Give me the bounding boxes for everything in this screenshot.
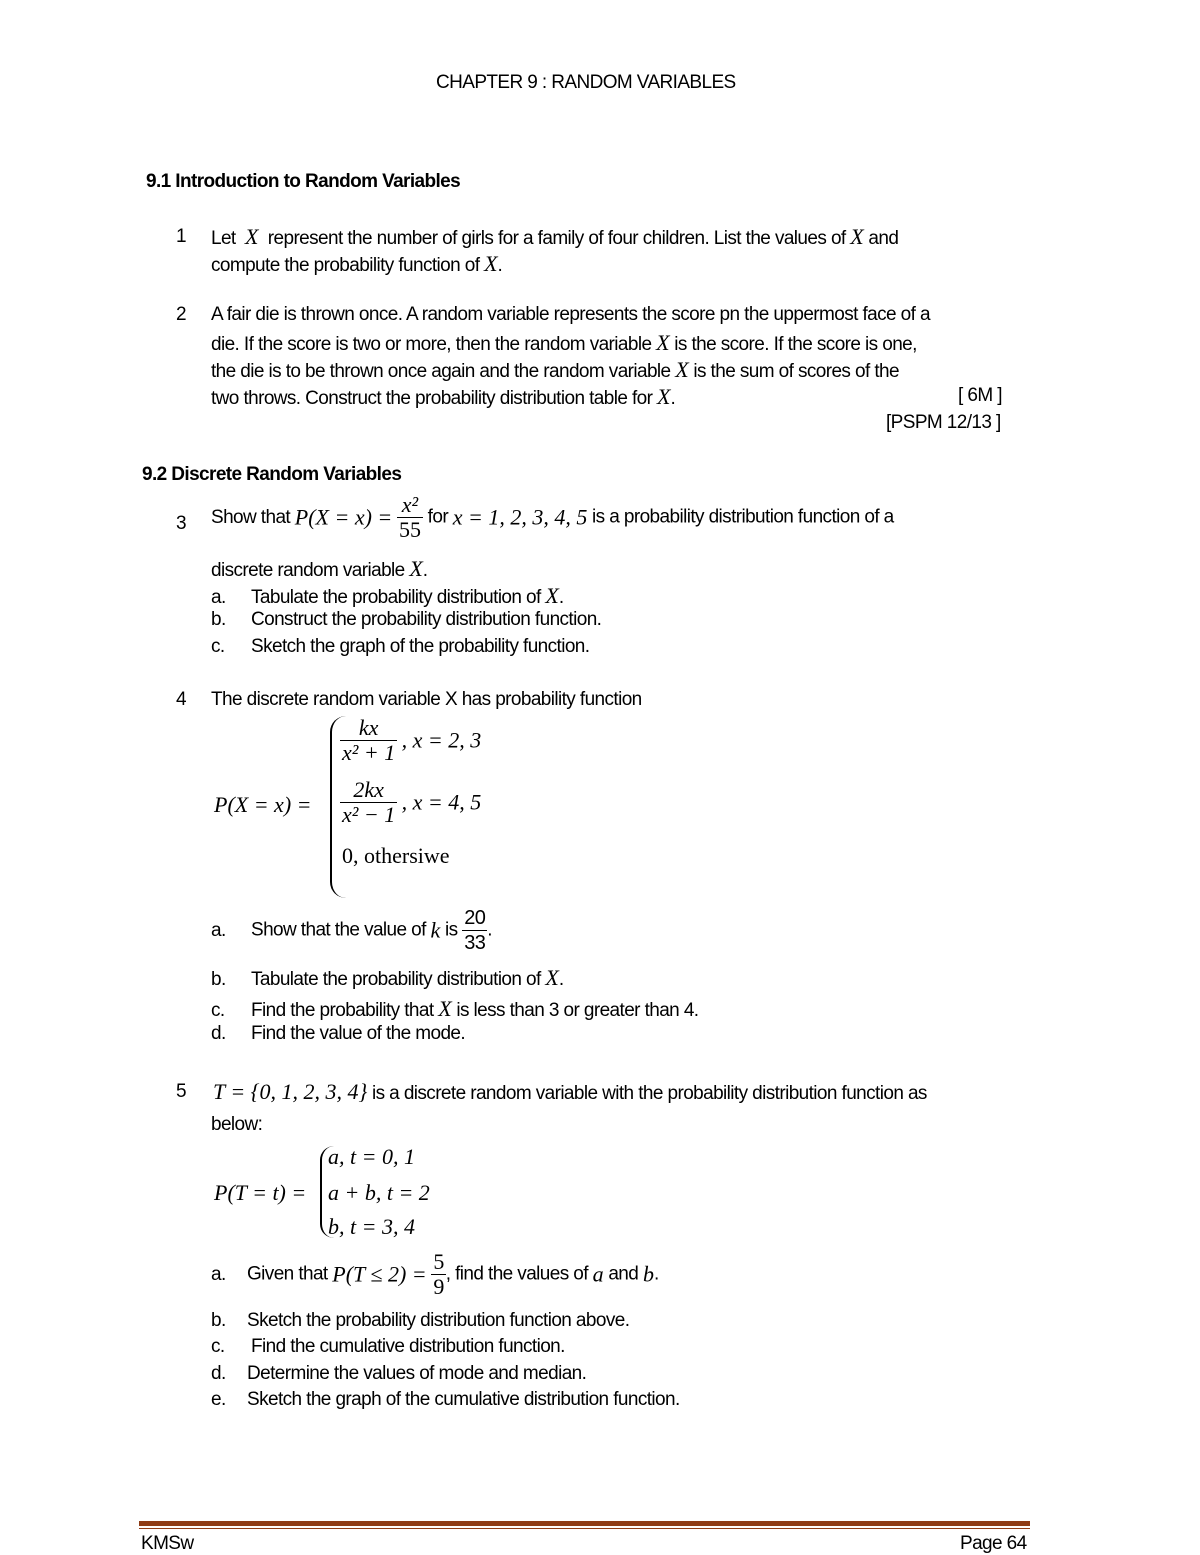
question-5-part-a: a. Given that P(T ≤ 2) = $\frac{5}{9}$ , find the values of a and b. (211, 1249, 659, 1299)
question-5-case-2: a + b, t = 2 (328, 1180, 430, 1205)
footer-left: KMSw (141, 1533, 194, 1554)
question-5-case-3: b, t = 3, 4 (328, 1214, 415, 1239)
question-number-2: 2 (176, 304, 186, 325)
question-3-part-c: c. Sketch the graph of the probability function. (211, 636, 590, 657)
question-4-part-d: d. Find the value of the mode. (211, 1023, 466, 1044)
question-3-fraction: $\frac{\text{x²}}{55}$ (398, 492, 421, 542)
question-4-case-3: 0, othersiwe (342, 843, 450, 868)
chapter-title: CHAPTER 9 : RANDOM VARIABLES (436, 72, 736, 93)
question-2-line-1: A fair die is thrown once. A random variable represents the score pn the uppermost face of a (211, 304, 930, 325)
question-2-line-2: die. If the score is two or more, then the random variable X is the score. If the score is one, (211, 330, 917, 355)
question-number-4: 4 (176, 689, 186, 710)
question-5-part-d: d. Determine the values of mode and median. (211, 1363, 587, 1384)
question-2-line-3: the die is to be thrown once again and the random variable X is the sum of scores of the (211, 357, 899, 382)
question-4-lhs: P(X = x) = (214, 792, 312, 817)
question-5-part-c: c. Find the cumulative distribution function. (211, 1336, 565, 1357)
question-3-line-2: discrete random variable X. (211, 556, 428, 581)
question-3-part-b: b. Construct the probability distribution function. (211, 609, 602, 630)
question-4-case-2: $\frac{2kx}{\text{x² − 1}}$ , x = 4, 5 (342, 777, 482, 827)
section-heading-9-2: 9.2 Discrete Random Variables (142, 464, 402, 485)
section-heading-9-1: 9.1 Introduction to Random Variables (146, 171, 461, 192)
question-number-1: 1 (176, 226, 186, 247)
question-5-line-1: T = {0, 1, 2, 3, 4} is a discrete random variable with the probability distribution function as (213, 1079, 927, 1104)
footer-rule-thick (139, 1521, 1030, 1526)
question-4-intro: The discrete random variable X has probability function (211, 689, 642, 710)
question-3-line-1: Show that P(X = x) = $\frac{\text{x²}}{55}$ for x = 1, 2, 3, 4, 5 is a probability distribution function of a (211, 492, 894, 542)
question-5-part-b: b. Sketch the probability distribution function above. (211, 1310, 630, 1331)
question-2-marks: [ 6M ] (958, 385, 1002, 406)
question-5-part-e: e. Sketch the graph of the cumulative distribution function. (211, 1389, 680, 1410)
question-5-lhs: P(T = t) = (214, 1180, 307, 1205)
question-2-line-4: two throws. Construct the probability distribution table for X. (211, 384, 676, 409)
footer-rule-thin (139, 1528, 1030, 1529)
question-5-case-1: a, t = 0, 1 (328, 1144, 415, 1169)
question-3-part-a: a. Tabulate the probability distribution of X. (211, 583, 564, 608)
question-4-part-a: a. Show that the value of k is $\frac{20}{33}$ . (211, 907, 492, 954)
footer-page-number: Page 64 (960, 1533, 1027, 1554)
question-5-line-2: below: (211, 1114, 263, 1135)
question-4-case-1: $\frac{kx}{\text{x² + 1}}$ , x = 2, 3 (342, 715, 482, 765)
question-4-part-b: b. Tabulate the probability distribution of X. (211, 965, 564, 990)
question-1-line-1: Let X represent the number of girls for a family of four children. List the values of X and (211, 224, 899, 249)
question-number-5: 5 (176, 1081, 186, 1102)
question-4-part-c: c. Find the probability that X is less than 3 or greater than 4. (211, 996, 699, 1021)
question-2-source: [PSPM 12/13 ] (886, 412, 1001, 433)
question-number-3: 3 (176, 513, 186, 534)
question-1-line-2: compute the probability function of X. (211, 251, 503, 276)
